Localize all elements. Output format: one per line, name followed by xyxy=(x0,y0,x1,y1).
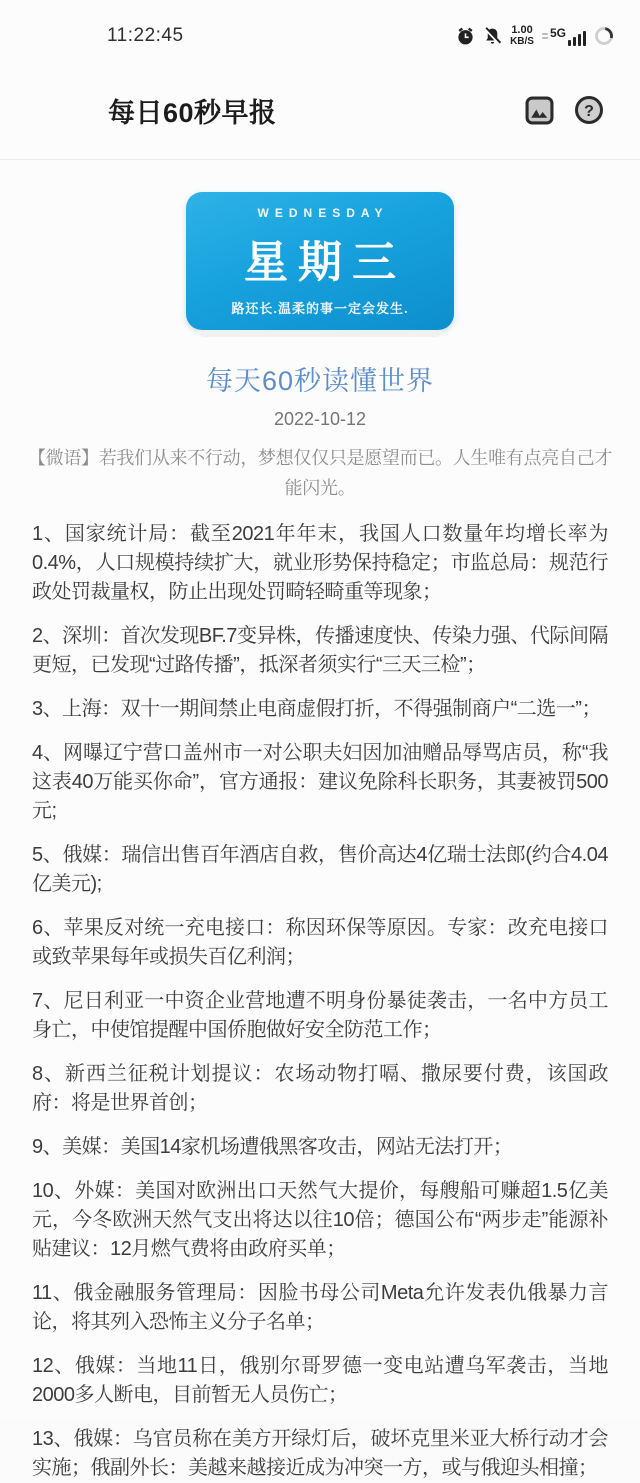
news-item: 8、新西兰征税计划提议：农场动物打嗝、撒尿要付费，该国政府：将是世界首创； xyxy=(32,1063,608,1114)
news-item: 7、尼日利亚一中资企业营地遭不明身份暴徒袭击，一名中方员工身亡，中使馆提醒中国侨胞做好安全防范工作； xyxy=(32,990,608,1041)
network-speed-unit: KB/S xyxy=(510,36,534,47)
news-item: 4、网曝辽宁营口盖州市一对公职夫妇因加油赠品辱骂店员，称“我这表40万能买你命”，官方通报：建议免除科长职务，其妻被罚500元; xyxy=(32,742,608,822)
news-list xyxy=(32,520,608,1483)
article-title: 每天60秒读懂世界 xyxy=(205,366,435,396)
news-item: 9、美媒：美国14家机场遭俄黑客攻击，网站无法打开； xyxy=(32,1136,513,1158)
network-speed-value: 1.00 xyxy=(511,24,533,36)
card-base-shadow xyxy=(198,330,442,337)
weekday-chinese: 星期三 xyxy=(244,236,406,288)
news-item: 11、俄金融服务管理局：因脸书母公司Meta允许发表仇俄暴力言论，将其列入恐怖主义分子名单； xyxy=(32,1282,608,1333)
clock-time: 11:22:45 xyxy=(107,25,184,46)
bell-muted-icon xyxy=(483,27,502,46)
news-item: 2、深圳：首次发现BF.7变异株，传播速度快、传染力强、代际间隔更短，已发现“过路传播”，抵深者须实行“三天三检”； xyxy=(32,625,608,676)
article-content[interactable] xyxy=(0,160,640,1479)
status-icons xyxy=(456,25,614,47)
signal-indicator xyxy=(542,26,586,46)
image-icon[interactable] xyxy=(525,96,554,125)
news-item: 12、俄媒：当地11日，俄别尔哥罗德一变电站遭乌军袭击，当地2000多人断电，目前暂无人员伤亡； xyxy=(32,1355,608,1406)
card-tagline: 路还长.温柔的事一定会发生. xyxy=(231,300,409,316)
news-item: 3、上海：双十一期间禁止电商虚假打折，不得强制商户“二选一”； xyxy=(32,698,601,720)
svg-text:?: ? xyxy=(584,103,594,120)
news-item: 10、外媒：美国对欧洲出口天然气大提价，每艘船可赚超1.5亿美元，今冬欧洲天然气支出将达以往10倍；德国公布“两步走”能源补贴建议：12月燃气费将由政府买单； xyxy=(32,1180,608,1260)
header-icons xyxy=(525,95,604,125)
daily-quote: 【微语】若我们从来不行动，梦想仅仅只是愿望而已。人生唯有点亮自己才能闪光。 xyxy=(27,448,613,498)
weekday-english: WEDNESDAY xyxy=(257,205,389,220)
page-title: 每日60秒早报 xyxy=(108,97,277,128)
news-item: 6、苹果反对统一充电接口：称因环保等原因。专家：改充电接口或致苹果每年或损失百亿利润； xyxy=(32,917,608,968)
signal-bars-icon xyxy=(568,31,586,46)
help-icon[interactable] xyxy=(574,95,604,125)
sim-dashes-icon xyxy=(542,33,548,39)
status-bar xyxy=(107,22,614,50)
news-item: 1、国家统计局：截至2021年年末，我国人口数量年均增长率为0.4%，人口规模持续扩大，就业形势保持稳定；市监总局：规范行政处罚裁量权，防止出现处罚畸轻畸重等现象； xyxy=(32,523,608,603)
network-speed xyxy=(510,25,534,47)
news-item: 13、俄媒：乌官员称在美方开绿灯后，破坏克里米亚大桥行动才会实施；俄副外长：美越来越接近成为冲突一方，或与俄迎头相撞； xyxy=(32,1428,608,1479)
news-item: 5、俄媒：瑞信出售百年酒店自救，售价高达4亿瑞士法郎(约合4.04亿美元); xyxy=(32,844,608,895)
network-type-label: 5G xyxy=(549,26,566,40)
article-date: 2022-10-12 xyxy=(273,409,367,429)
app-header xyxy=(108,86,604,134)
weekday-card-image xyxy=(186,192,454,330)
alarm-icon xyxy=(456,27,475,46)
battery-ring-icon xyxy=(594,26,614,46)
